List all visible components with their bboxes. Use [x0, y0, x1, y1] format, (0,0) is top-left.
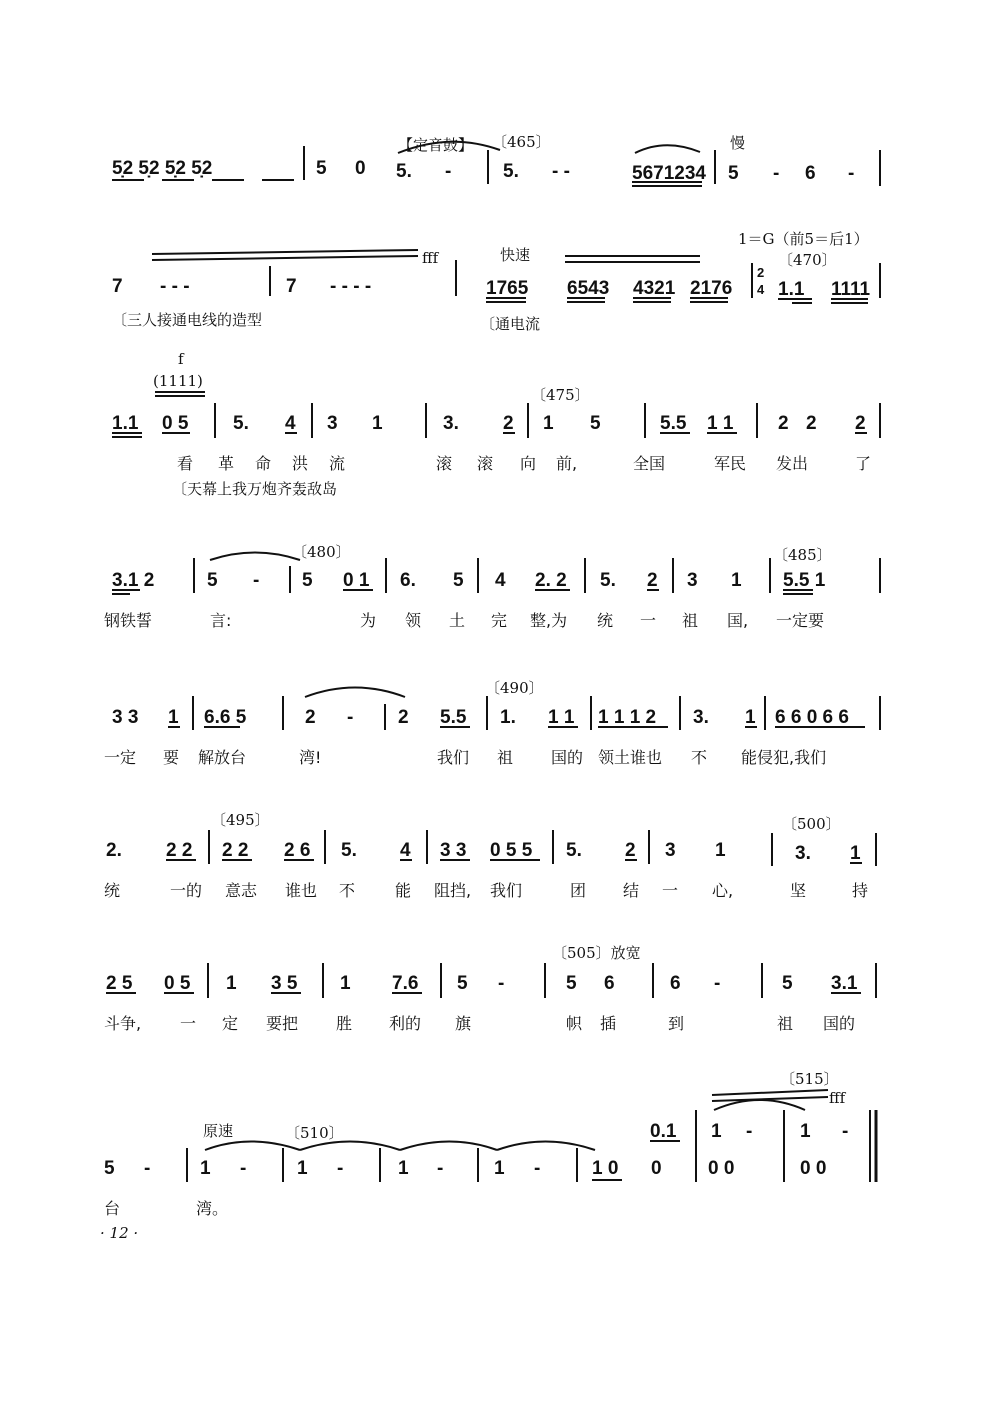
lyric: 统	[597, 611, 614, 630]
lyric: 阻挡,	[434, 881, 472, 900]
note-group: 6.6 5	[204, 707, 247, 728]
note-group: -	[337, 1158, 344, 1179]
score-annotation: 〔515〕	[780, 1070, 839, 1088]
note-group: 2176	[690, 278, 733, 299]
lyric: 钢铁誓	[104, 611, 153, 630]
note-group: -	[240, 1158, 247, 1179]
note-group: 1.1	[112, 413, 139, 434]
lyric: 革	[218, 454, 235, 473]
note-group: 6.	[400, 570, 416, 591]
note-group: -	[437, 1158, 444, 1179]
note-group: 0 0	[708, 1158, 735, 1179]
lyric: 命	[255, 454, 272, 473]
note-group: 3	[665, 840, 676, 861]
note-group: 1111	[831, 279, 871, 300]
note-group: -	[746, 1121, 753, 1142]
note-group: 5̣2 5̣2 5̣2 5̣2	[112, 158, 213, 179]
note-group: 1	[398, 1158, 409, 1179]
note-group: 1 1	[548, 707, 575, 728]
note-group: 3 3	[440, 840, 467, 861]
lyric: 利的	[389, 1014, 422, 1033]
note-group: 1 0	[592, 1158, 619, 1179]
score-annotation: fff	[422, 249, 439, 267]
lyric: 一定	[104, 748, 137, 767]
note-group: - -	[552, 161, 570, 182]
lyric: 流	[329, 454, 346, 473]
time-signature-numerator: 2	[757, 265, 765, 280]
note-group: 5.	[233, 413, 249, 434]
lyric: 斗争,	[104, 1014, 142, 1033]
note-group: 0 1	[343, 570, 370, 591]
note-group: 3	[327, 413, 338, 434]
lyric: 坚	[790, 881, 807, 900]
note-group: 2	[647, 570, 658, 591]
note-group: 0.1	[650, 1121, 677, 1142]
score-annotation: 〔三人接通电线的造型	[112, 311, 263, 329]
score-annotation: 〔470〕	[778, 251, 837, 269]
lyric: 为	[360, 611, 377, 630]
lyric: 一的	[170, 881, 203, 900]
note-group: 1	[850, 843, 861, 864]
lyric: 祖	[682, 611, 699, 630]
note-group: - - - -	[330, 276, 372, 297]
lyric: 湾。	[196, 1199, 229, 1218]
note-group: 1	[715, 840, 726, 861]
lyric: 不	[339, 881, 356, 900]
note-group: 2 5	[106, 973, 133, 994]
lyric: 国的	[551, 748, 584, 767]
note-group: 6	[670, 973, 681, 994]
lyric: 到	[668, 1014, 685, 1033]
lyric: 前,	[556, 454, 578, 473]
note-group: 1	[711, 1121, 722, 1142]
note-group: 1.	[500, 707, 516, 728]
note-group: 5.	[341, 840, 357, 861]
note-group: 1	[372, 413, 383, 434]
lyric: 要	[163, 748, 180, 767]
note-group: 5	[782, 973, 793, 994]
note-group: -	[848, 163, 855, 184]
score-annotation: 〔495〕	[211, 811, 270, 829]
note-group: 7	[112, 276, 123, 297]
lyric: 统	[104, 881, 121, 900]
note-group: 5	[104, 1158, 115, 1179]
note-group: -	[253, 570, 260, 591]
lyric: 滚	[436, 454, 453, 473]
lyric: 持	[852, 881, 869, 900]
score-annotation: 〔475〕	[531, 386, 590, 404]
note-group: 1	[800, 1121, 811, 1142]
note-group: 2	[778, 413, 789, 434]
note-group: -	[534, 1158, 541, 1179]
lyric: 向	[520, 454, 537, 473]
note-group: 1	[494, 1158, 505, 1179]
lyric: 看	[177, 454, 194, 473]
note-group: 3.	[795, 843, 811, 864]
note-group: 3	[687, 570, 698, 591]
note-group: 4	[400, 840, 411, 861]
note-group: 3 5	[271, 973, 298, 994]
note-group: -	[714, 973, 721, 994]
note-group: -	[347, 707, 354, 728]
note-group: 5671234	[632, 163, 706, 184]
lyric: 不	[691, 748, 708, 767]
note-group: 3 3	[112, 707, 139, 728]
lyric: 一定要	[776, 611, 825, 630]
note-group: 2	[806, 413, 817, 434]
lyric: 胜	[336, 1014, 353, 1033]
note-group: 1	[297, 1158, 308, 1179]
note-group: 5.5 1	[783, 570, 826, 591]
note-group: 5	[453, 570, 464, 591]
lyric: 国,	[727, 611, 749, 630]
note-group: 5	[728, 163, 739, 184]
lyric: 结	[623, 881, 640, 900]
note-group: 3.1	[831, 973, 858, 994]
score-annotation: 快速	[500, 246, 531, 264]
note-group: 0	[355, 158, 366, 179]
note-group: -	[498, 973, 505, 994]
score-annotation: 〔通电流	[480, 315, 541, 333]
page-number: · 12 ·	[100, 1224, 139, 1242]
note-group: 2. 2	[535, 570, 567, 591]
score-annotation: 〔500〕	[782, 815, 841, 833]
score-annotation: 〔490〕	[485, 679, 544, 697]
note-group: 1765	[486, 278, 529, 299]
lyric: 我们	[437, 748, 470, 767]
lyric: 能	[395, 881, 412, 900]
note-group: 6543	[567, 278, 610, 299]
note-group: 5	[207, 570, 218, 591]
score-annotation: 原速	[203, 1122, 234, 1140]
note-group: 0 0	[800, 1158, 827, 1179]
lyric: 谁也	[285, 881, 318, 900]
lyric: 一	[662, 881, 679, 900]
score-annotation: 〔465〕	[492, 133, 551, 151]
note-group: 7	[286, 276, 297, 297]
lyric: 旗	[455, 1014, 472, 1033]
note-group: 1 1	[707, 413, 734, 434]
lyric: 湾!	[299, 748, 322, 767]
note-group: 6 6 0 6 6	[775, 707, 849, 728]
score-annotation: 〔505〕放宽	[552, 944, 641, 962]
lyric: 我们	[490, 881, 523, 900]
note-group: -	[144, 1158, 151, 1179]
note-group: 2 2	[222, 840, 249, 861]
note-group: 5	[590, 413, 601, 434]
lyric: 意志	[225, 881, 258, 900]
lyric: 一	[180, 1014, 197, 1033]
lyric: 洪	[292, 454, 309, 473]
lyric: 定	[222, 1014, 239, 1033]
lyric: 了	[855, 454, 872, 473]
lyric: 能侵犯,我们	[741, 748, 827, 767]
note-group: -	[445, 161, 452, 182]
note-group: 2	[305, 707, 316, 728]
score-annotation: fff	[829, 1089, 846, 1107]
score-annotation: 〔480〕	[292, 543, 351, 561]
note-group: - - -	[160, 276, 190, 297]
lyric: 解放台	[198, 748, 247, 767]
note-group: 1 1 1 2	[598, 707, 657, 728]
note-group: 1	[745, 707, 756, 728]
note-group: 2	[398, 707, 409, 728]
lyric: 领土谁也	[598, 748, 663, 767]
note-group: 7.6	[392, 973, 419, 994]
lyric: 领	[405, 611, 422, 630]
score-annotation: 〔天幕上我万炮齐轰敌岛	[172, 480, 338, 498]
lyric: 台	[104, 1199, 121, 1218]
lyric: 要把	[266, 1014, 299, 1033]
note-group: 2	[855, 413, 866, 434]
note-group: 1	[543, 413, 554, 434]
note-group: 2	[503, 413, 514, 434]
note-group: 5	[566, 973, 577, 994]
note-group: 5.	[600, 570, 616, 591]
note-group: 5.	[396, 161, 412, 182]
lyric: 帜	[566, 1014, 583, 1033]
note-group: 2.	[106, 840, 122, 861]
lyric: 土	[449, 611, 466, 630]
note-group: 5.	[503, 161, 519, 182]
note-group: 5.	[566, 840, 582, 861]
lyric: 团	[570, 881, 587, 900]
score-annotation: 慢	[730, 134, 746, 152]
note-group: 5	[302, 570, 313, 591]
note-group: -	[842, 1121, 849, 1142]
lyric: 言:	[210, 611, 232, 630]
note-group: 1	[168, 707, 179, 728]
lyric: 国的	[823, 1014, 856, 1033]
note-group: 3.	[693, 707, 709, 728]
note-group: 3.	[443, 413, 459, 434]
lyric: 插	[600, 1014, 617, 1033]
note-group: 5.5	[660, 413, 687, 434]
note-group: 0	[651, 1158, 662, 1179]
lyric: 发出	[776, 454, 809, 473]
note-group: 4	[495, 570, 506, 591]
lyric: 祖	[777, 1014, 794, 1033]
time-signature-denominator: 4	[757, 282, 765, 297]
score-annotation: 〔485〕	[773, 546, 832, 564]
note-group: 4	[285, 413, 296, 434]
note-group: 0 5 5	[490, 840, 533, 861]
note-group: 5.5	[440, 707, 467, 728]
note-group: 6	[604, 973, 615, 994]
note-group: 1.1	[778, 279, 805, 300]
note-group: 1	[200, 1158, 211, 1179]
note-group: 0 5	[162, 413, 189, 434]
note-group: 1	[226, 973, 237, 994]
note-group: 6	[805, 163, 816, 184]
note-group: 4321	[633, 278, 676, 299]
lyric: 心,	[712, 881, 734, 900]
lyric: 军民	[714, 454, 747, 473]
note-group: 2	[625, 840, 636, 861]
lyric: 完	[491, 611, 508, 630]
note-group: 2 2	[166, 840, 193, 861]
note-group: 1	[731, 570, 742, 591]
lyric: 全国	[633, 454, 666, 473]
note-group: 5	[457, 973, 468, 994]
note-group: 3.1 2	[112, 570, 155, 591]
score-annotation: (1111)	[153, 372, 203, 390]
score-annotation: f	[178, 350, 184, 368]
lyric: 滚	[477, 454, 494, 473]
lyric: 祖	[497, 748, 514, 767]
score-annotation: 【定音鼓】	[398, 136, 474, 154]
note-group: 0 5	[164, 973, 191, 994]
score-annotation: 1＝G（前5＝后1）	[738, 230, 869, 248]
score-annotation: 〔510〕	[285, 1124, 344, 1142]
note-group: 2 6	[284, 840, 311, 861]
note-group: -	[773, 163, 780, 184]
lyric: 整,为	[530, 611, 568, 630]
lyric: 一	[640, 611, 657, 630]
note-group: 1	[340, 973, 351, 994]
note-group: 5	[316, 158, 327, 179]
